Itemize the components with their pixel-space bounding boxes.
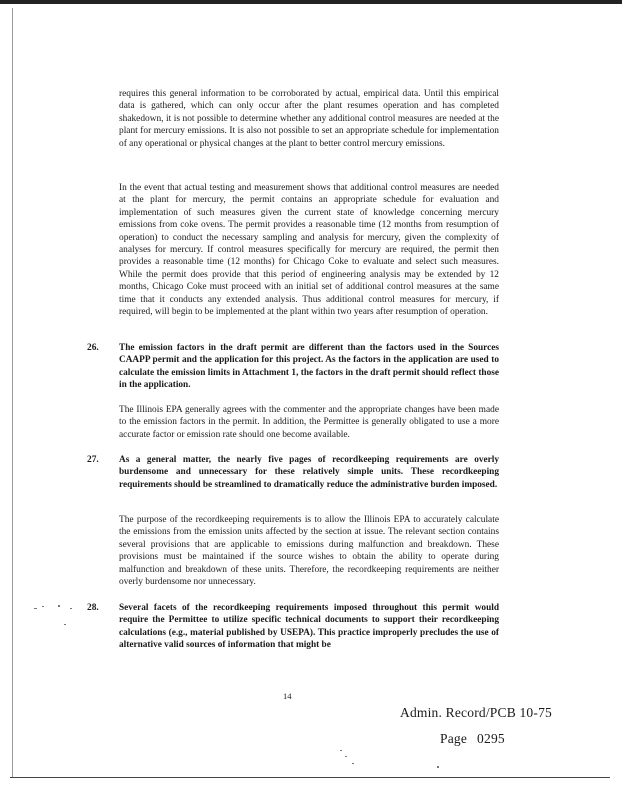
page-stamp-value: 0295: [477, 731, 505, 746]
scan-speck: [437, 766, 439, 768]
page-number: 14: [283, 691, 292, 701]
item-comment: As a general matter, the nearly five pages of recordkeeping requirements are overly burdensome and unnecessary for these relatively simple units. These recordkeeping requirements should be streamlined to dramatically reduce the administrative burden imposed.: [119, 455, 499, 490]
item-response: The purpose of the recordkeeping requirements is to allow the Illinois EPA to accurately calculate the emissions from the emission units affected by the section at issue. The relevant section contains several provisions that are applicable to emissions during malfunction and breakdown. These provisions must be maintained if the source wishes to obtain the ability to operate during malfunction and breakdown of these units. Therefore, the recordkeeping requirements are neither overly burdensome nor unnecessary.: [119, 515, 499, 588]
scan-edge-top: [0, 0, 622, 4]
admin-record-stamp: Admin. Record/PCB 10-75: [400, 705, 552, 720]
scan-speck: [70, 608, 72, 609]
scan-speck: [42, 606, 44, 607]
page-stamp: [440, 731, 505, 747]
scan-speck: [340, 750, 342, 751]
mercury-paragraph: In the event that actual testing and measurement shows that additional control measures are needed at the plant for mercury, the permit contains an appropriate schedule for evaluation and implementation of such measures given the current state of knowledge concerning mercury emissions from coke ovens. The permit provides a reasonable time (12 months from resumption of operation) to conduct the necessary sampling and analysis for mercury, given the complexity of analyses for mercury. If control measures specifically for mercury are required, the permit then provides a reasonable time (12 months) for Chicago Coke to evaluate and select such measures. While the permit does provide that this period of engineering analysis may be extended by 12 months, Chicago Coke must proceed with an initial set of additional control measures at the same time that it conducts any extended analysis. Thus additional control measures for mercury, if required, will begin to be implemented at the plant within two years after resumption of operation.: [119, 183, 499, 318]
item-number: 28.: [87, 603, 99, 613]
item-number: 27.: [87, 455, 99, 465]
item-comment: The emission factors in the draft permit are different than the factors used in the Sources CAAPP permit and the application for this project. As the factors in the application are used to calculate the emission limits in Attachment 1, the factors in the draft permit should reflect those in the application.: [119, 343, 499, 391]
scan-edge-left: [12, 8, 13, 778]
page-stamp-label: Page: [440, 731, 468, 746]
scan-speck: [345, 756, 347, 757]
scan-speck: [64, 624, 66, 625]
scan-edge-bottom: [10, 777, 610, 778]
item-response: The Illinois EPA generally agrees with the commenter and the appropriate changes have been made to the emission factors in the permit. In addition, the Permittee is generally obligated to use a more accurate factor or emission rate should one become available.: [119, 405, 499, 440]
item-comment: Several facets of the recordkeeping requirements imposed throughout this permit would require the Permittee to utilize specific technical documents to support their recordkeeping calculations (e.g., material published by USEPA). This practice improperly precludes the use of alternative valid sources of information that might be: [119, 603, 499, 651]
scan-speck: [34, 608, 37, 609]
scan-speck: [352, 763, 354, 764]
scan-speck: [58, 605, 60, 607]
item-number: 26.: [87, 343, 99, 353]
continuation-paragraph: requires this general information to be corroborated by actual, empirical data. Until this empirical data is gathered, which can only occur after the plant resumes operation and has completed shakedown, it is not possible to determine whether any additional control measures are needed at the plant for mercury emissions. It is also not possible to set an appropriate schedule for implementation of any operational or physical changes at the plant to better control mercury emissions.: [119, 89, 499, 149]
